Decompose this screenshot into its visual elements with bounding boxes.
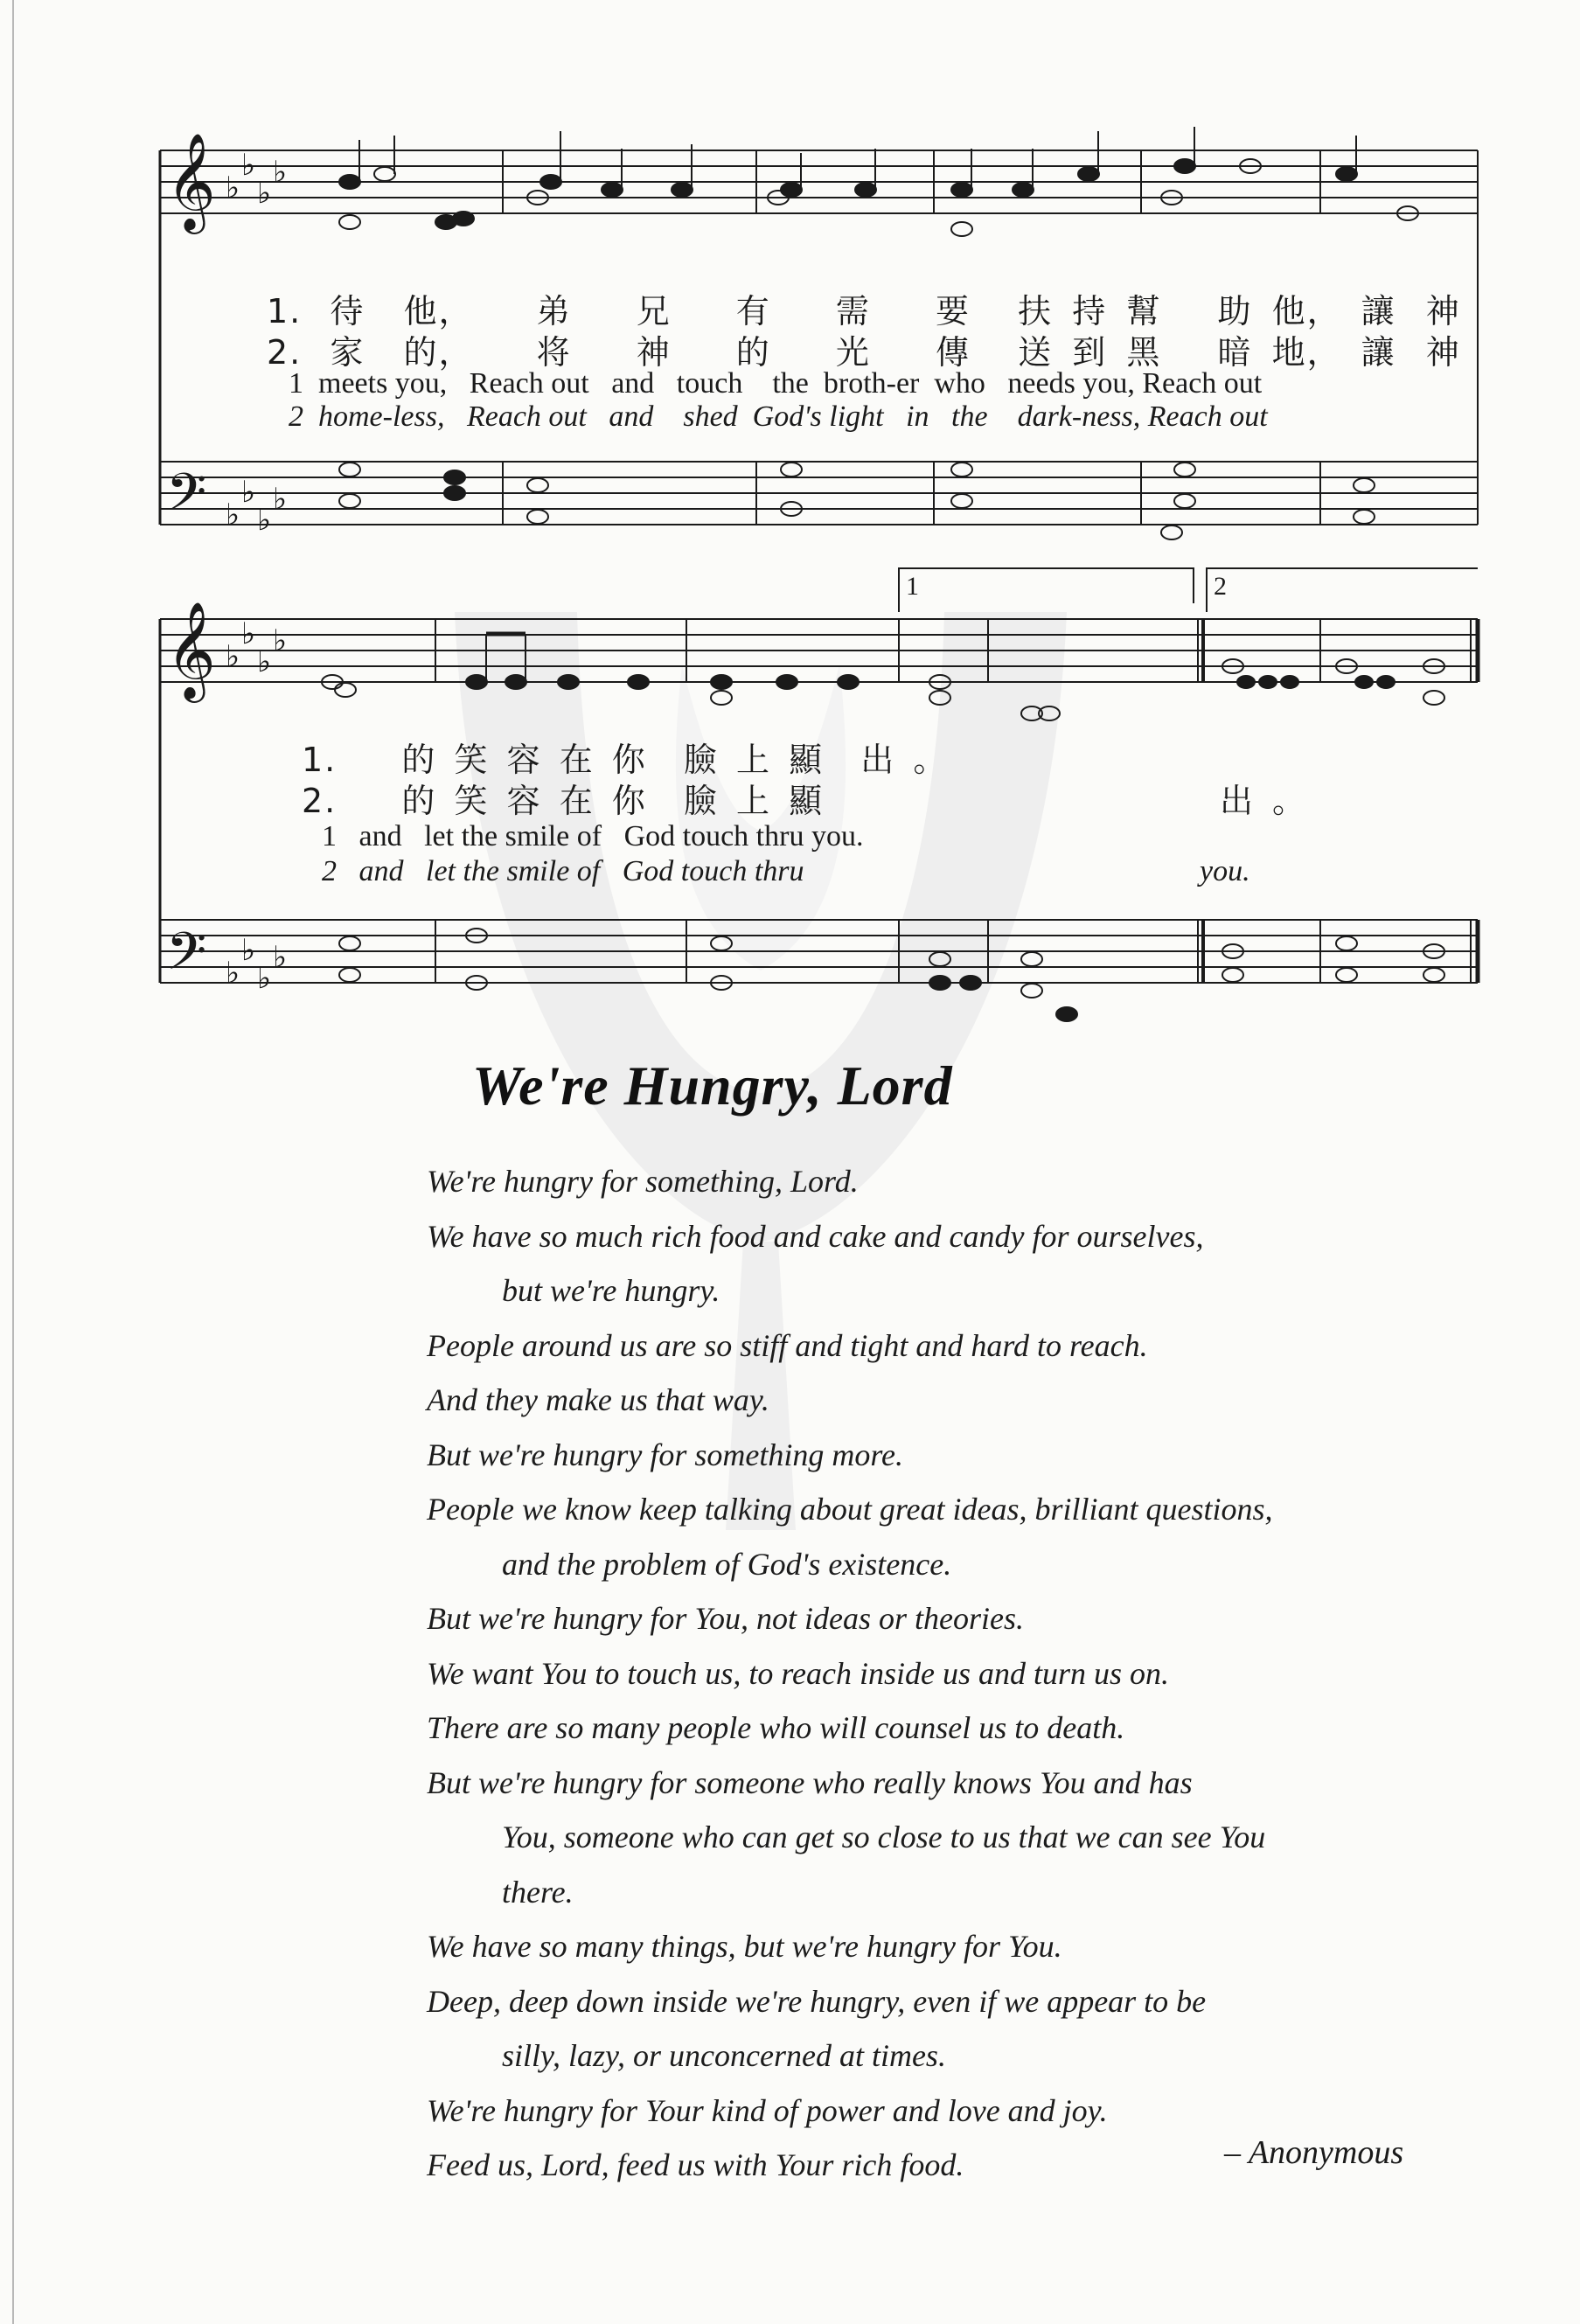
- svg-text:♭: ♭: [226, 170, 240, 205]
- poem-line: People around us are so stiff and tight and hard to reach.: [427, 1327, 1148, 1363]
- treble-clef: 𝄞: [166, 601, 216, 699]
- svg-text:♭: ♭: [273, 623, 288, 658]
- lyric-syllable: 笑: [454, 782, 490, 820]
- svg-text:♭: ♭: [273, 155, 288, 190]
- poem-line: We're hungry for Your kind of power and love and joy.: [427, 2092, 1108, 2128]
- lyric-syllable: 神: [636, 333, 672, 372]
- lyric-syllable: 讓: [1361, 333, 1396, 372]
- svg-text:♭: ♭: [226, 639, 240, 674]
- system1-bass-staff: [160, 462, 1478, 525]
- lyric-syllable: 顯: [789, 782, 825, 820]
- svg-text:♭: ♭: [226, 956, 240, 991]
- bass-clef: 𝄢: [166, 462, 207, 535]
- poem-line: But we're hungry for something more.: [427, 1437, 903, 1472]
- poem-line: There are so many people who will counsel us to death.: [427, 1710, 1125, 1745]
- lyric-syllable: 傳: [936, 333, 971, 372]
- poem-body: [427, 1154, 1476, 2193]
- lyric-syllable: 2.: [267, 333, 303, 372]
- lyric-syllable: 到: [1072, 333, 1108, 372]
- lyric-syllable: 兄: [636, 292, 672, 331]
- lyric-syllable: 暗: [1217, 333, 1253, 372]
- lyrics-en-verse2-ending: you.: [1200, 855, 1250, 887]
- svg-text:♭: ♭: [241, 475, 256, 510]
- lyric-syllable: 的: [735, 333, 771, 372]
- lyric-syllable: 弟: [536, 292, 572, 331]
- lyric-syllable: 光: [835, 333, 871, 372]
- poem-line: and the problem of God's existence.: [502, 1546, 952, 1582]
- bass-clef: 𝄢: [166, 921, 207, 994]
- lyric-syllable: 在: [559, 782, 595, 820]
- lyric-syllable: 讓: [1361, 292, 1396, 331]
- lyrics-en-verse1-system2: 1 and let the smile of God touch thru you.: [322, 820, 864, 852]
- lyric-syllable: 助: [1217, 292, 1253, 331]
- lyric-syllable: 有: [735, 292, 771, 331]
- svg-text:♭: ♭: [257, 503, 272, 538]
- svg-text:♭: ♭: [257, 961, 272, 996]
- music-score: [0, 0, 1580, 1049]
- lyric-syllable: 黑: [1126, 333, 1162, 372]
- poem-line: but we're hungry.: [502, 1273, 720, 1308]
- lyric-syllable: 容: [506, 741, 542, 779]
- ending-1-label: 1: [906, 572, 919, 601]
- system2-treble-staff: [160, 619, 1478, 682]
- svg-text:♭: ♭: [257, 644, 272, 679]
- lyric-syllable: 臉: [683, 782, 719, 820]
- lyric-syllable: 持: [1072, 292, 1108, 331]
- ending-2-label: 2: [1214, 572, 1227, 601]
- poem-line: there.: [502, 1874, 574, 1910]
- lyric-syllable: 在: [559, 741, 595, 779]
- lyric-syllable: 出: [1220, 782, 1256, 820]
- lyric-syllable: 2.: [302, 782, 338, 820]
- lyric-syllable: 幫: [1126, 292, 1162, 331]
- lyric-syllable: 他，: [403, 292, 474, 331]
- lyrics-en-verse2-system2: 2 and let the smile of God touch thru: [322, 855, 804, 887]
- lyric-syllable: 神: [1425, 292, 1461, 331]
- lyrics-zh-verse2-system1: [267, 325, 1461, 373]
- lyric-syllable: 笑: [454, 741, 490, 779]
- lyric-syllable: 。: [1272, 782, 1308, 820]
- svg-text:♭: ♭: [241, 933, 256, 968]
- poem-line: But we're hungry for You, not ideas or theories.: [427, 1601, 1025, 1636]
- poem-line: We have so many things, but we're hungry for You.: [427, 1929, 1062, 1964]
- lyric-syllable: 顯: [789, 741, 825, 779]
- lyric-syllable: 你: [611, 782, 647, 820]
- lyric-syllable: 待: [330, 292, 365, 331]
- lyric-syllable: 1.: [302, 741, 338, 779]
- poem-line: We have so much rich food and cake and candy for ourselves,: [427, 1218, 1204, 1254]
- lyric-syllable: 容: [506, 782, 542, 820]
- system2-bass-staff: [160, 920, 1478, 983]
- poem-line: And they make us that way.: [427, 1382, 769, 1417]
- poem-line: You, someone who can get so close to us that we can see You: [502, 1820, 1266, 1854]
- poem-attribution: – Anonymous: [1224, 2134, 1404, 2171]
- svg-text:♭: ♭: [241, 148, 256, 183]
- poem-line: silly, lazy, or unconcerned at times.: [502, 2038, 946, 2073]
- lyric-syllable: 将: [536, 333, 572, 372]
- poem-line: We want You to touch us, to reach inside us and turn us on.: [427, 1655, 1170, 1691]
- lyric-syllable: 臉: [683, 741, 719, 779]
- lyric-syllable: 上: [736, 782, 772, 820]
- lyric-syllable: 地，: [1271, 333, 1342, 372]
- lyric-syllable: 出: [860, 741, 896, 779]
- lyric-syllable: 1.: [267, 292, 303, 331]
- svg-text:♭: ♭: [241, 616, 256, 651]
- svg-text:♭: ♭: [257, 176, 272, 211]
- svg-text:♭: ♭: [273, 482, 288, 517]
- lyric-syllable: 的: [401, 741, 437, 779]
- poem-line: Feed us, Lord, feed us with Your rich food.: [427, 2147, 964, 2182]
- lyric-syllable: 要: [936, 292, 971, 331]
- svg-text:♭: ♭: [273, 940, 288, 975]
- poem-line: People we know keep talking about great ideas, brilliant questions,: [427, 1492, 1273, 1527]
- lyric-syllable: 上: [736, 741, 772, 779]
- lyric-syllable: 家: [330, 333, 365, 372]
- lyric-syllable: 扶: [1018, 292, 1054, 331]
- lyric-syllable: 。: [913, 741, 949, 779]
- lyric-syllable: 神: [1425, 333, 1461, 372]
- lyrics-zh-verse2-system2: [302, 774, 1351, 822]
- lyric-syllable: 的，: [403, 333, 474, 372]
- lyric-syllable: 需: [835, 292, 871, 331]
- poem-line: But we're hungry for someone who really knows You and has: [427, 1764, 1193, 1800]
- poem-line: We're hungry for something, Lord.: [427, 1164, 859, 1199]
- lyric-syllable: 的: [401, 782, 437, 820]
- poem-title: We're Hungry, Lord: [472, 1054, 953, 1117]
- lyrics-en-verse1-system1: 1 meets you, Reach out and touch the broth-er who needs you, Reach out: [289, 367, 1263, 400]
- lyrics-en-verse2-system1: 2 home-less, Reach out and shed God's light in the dark-ness, Reach out: [289, 400, 1268, 433]
- lyric-syllable: 你: [611, 741, 647, 779]
- lyric-syllable: 送: [1018, 333, 1054, 372]
- poem-line: Deep, deep down inside we're hungry, even if we appear to be: [427, 1983, 1207, 2019]
- svg-text:♭: ♭: [226, 498, 240, 532]
- treble-clef: 𝄞: [166, 132, 216, 230]
- lyric-syllable: 他，: [1271, 292, 1342, 331]
